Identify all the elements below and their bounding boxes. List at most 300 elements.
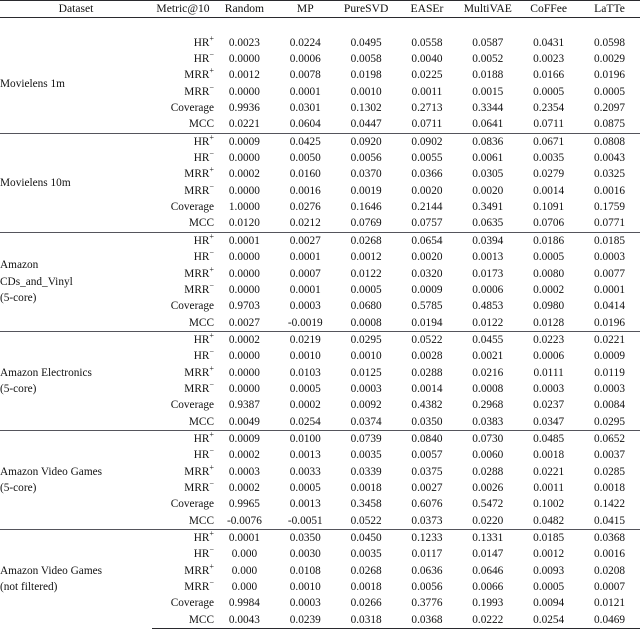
metric-value-cell: 0.0043 — [214, 612, 275, 629]
metric-value-cell: 0.9965 — [228, 498, 260, 511]
metric-value-cell: 0.0221 — [533, 465, 565, 478]
metric-label-cell: MRR− — [184, 281, 215, 296]
metric-value-cell: 0.0003 — [289, 300, 321, 313]
metric-value-cell: 0.0066 — [472, 581, 504, 594]
metric-value-cell: 0.0000 — [228, 382, 260, 395]
metric-value-cell: 0.0037 — [594, 449, 626, 462]
metric-value-cell: 0.2354 — [533, 102, 565, 115]
table-row — [0, 331, 640, 348]
metric-value-cell: 0.0020 — [411, 184, 443, 197]
metric-value-cell: 0.0769 — [350, 217, 382, 230]
metric-label-cell: HR+ — [152, 232, 214, 249]
metric-value-cell: 0.0013 — [472, 251, 504, 264]
metric-label-cell: MRR+ — [184, 264, 215, 280]
metric-value-cell: 0.0009 — [214, 430, 275, 447]
metric-value-cell: 0.0006 — [533, 350, 565, 363]
metric-value-cell: 0.3491 — [472, 201, 504, 214]
dataset-name-line: Amazon Electronics — [0, 366, 92, 379]
metric-value-cell: 0.0001 — [214, 232, 275, 249]
metric-value-cell: 0.0902 — [397, 133, 458, 150]
metric-value-cell: 0.0003 — [350, 382, 382, 395]
metric-value-cell: 0.0980 — [533, 300, 565, 313]
metric-value-cell: 0.0374 — [350, 415, 382, 428]
metric-value-cell: 0.0196 — [594, 316, 626, 329]
metric-value-cell: 0.0000 — [228, 152, 260, 165]
metric-label-cell: MRR+ — [184, 165, 215, 181]
metric-value-cell: 0.0009 — [594, 350, 626, 363]
metric-value-cell: 0.0320 — [411, 267, 443, 280]
metric-value-cell: -0.0076 — [227, 514, 262, 527]
column-header-latte: LaTTe — [579, 1, 640, 18]
metric-value-cell: 0.0006 — [472, 283, 504, 296]
column-header-puresvd: PureSVD — [336, 1, 397, 18]
metric-value-cell: 0.0808 — [579, 133, 640, 150]
metric-value-cell: 0.0173 — [472, 267, 504, 280]
metric-label-cell: MRR− — [184, 578, 215, 594]
metric-value-cell: 0.0469 — [579, 612, 640, 629]
metric-value-cell: 0.9703 — [228, 300, 260, 313]
metric-value-cell: 0.0325 — [594, 168, 626, 181]
metric-value-cell: 0.0254 — [289, 415, 321, 428]
metric-value-cell: 0.0730 — [457, 430, 518, 447]
metric-value-cell: 0.0103 — [289, 366, 321, 379]
metric-value-cell: 0.0010 — [350, 85, 382, 98]
metric-value-cell: 0.0268 — [350, 564, 382, 577]
metric-value-cell: 0.0350 — [411, 415, 443, 428]
metric-value-cell: 0.0003 — [228, 465, 260, 478]
metric-label-cell: Coverage — [170, 399, 215, 412]
metric-superscript: + — [209, 66, 215, 76]
metric-value-cell: 0.5472 — [472, 498, 504, 511]
metric-value-cell: 0.0008 — [350, 316, 382, 329]
metric-value-cell: 0.0188 — [472, 69, 504, 82]
metric-value-cell: 0.1422 — [594, 498, 626, 511]
metric-value-cell: 0.6076 — [411, 498, 443, 511]
metric-value-cell: 0.0108 — [289, 564, 321, 577]
metric-value-cell: 0.0598 — [594, 36, 626, 49]
metric-label-cell: HR+ — [152, 430, 214, 447]
metric-value-cell: 0.0368 — [397, 612, 458, 629]
metric-label-cell: MCC — [188, 316, 215, 329]
metric-value-cell: 0.0000 — [228, 251, 260, 264]
metric-superscript: − — [209, 149, 215, 159]
metric-superscript: + — [209, 264, 215, 274]
metric-value-cell: 0.0254 — [518, 612, 579, 629]
metric-value-cell: 0.1331 — [457, 530, 518, 547]
metric-value-cell: 0.0425 — [275, 133, 336, 150]
table-body — [0, 18, 640, 629]
metric-value-cell: 0.0016 — [594, 184, 626, 197]
metric-value-cell: 0.0166 — [533, 69, 565, 82]
metric-value-cell: 0.0185 — [518, 530, 579, 547]
metric-value-cell: 0.0016 — [594, 548, 626, 561]
metric-label-cell: MCC — [188, 217, 215, 230]
metric-value-cell: 0.0221 — [579, 331, 640, 348]
metric-value-cell: 0.3776 — [411, 597, 443, 610]
metric-label-cell: HR+ — [152, 133, 214, 150]
metric-superscript: − — [209, 182, 215, 192]
metric-value-cell: 0.3458 — [350, 498, 382, 511]
metric-value-cell: 0.0225 — [411, 69, 443, 82]
metric-value-cell: 0.0671 — [518, 133, 579, 150]
metric-value-cell: 0.0222 — [457, 612, 518, 629]
metric-value-cell: 0.0007 — [289, 267, 321, 280]
metric-superscript: − — [209, 380, 215, 390]
metric-value-cell: 0.0023 — [228, 36, 260, 49]
metric-value-cell: 0.0002 — [533, 283, 565, 296]
dataset-name-line: Amazon — [0, 259, 39, 272]
metric-label-cell: MRR− — [184, 182, 215, 197]
metric-value-cell: 0.0007 — [594, 581, 626, 594]
metric-value-cell: 0.0005 — [289, 481, 321, 494]
metric-value-cell: 0.0194 — [411, 316, 443, 329]
metric-label-cell: HR+ — [152, 331, 214, 348]
metric-value-cell: 0.0219 — [275, 331, 336, 348]
metric-label-cell: HR− — [193, 149, 215, 165]
metric-value-cell: 0.0394 — [457, 232, 518, 249]
metric-value-cell: 0.0482 — [533, 514, 565, 527]
metric-value-cell: 0.0027 — [228, 316, 260, 329]
metric-value-cell: 0.0285 — [594, 465, 626, 478]
metric-value-cell: 0.0128 — [533, 316, 565, 329]
metric-value-cell: 0.0920 — [336, 133, 397, 150]
metric-value-cell: 0.000 — [231, 548, 258, 561]
dataset-name-line: Amazon Video Games — [0, 465, 103, 478]
dataset-name-cell — [0, 232, 152, 331]
metric-label-cell: HR+ — [193, 33, 215, 49]
metric-value-cell: 0.0003 — [594, 382, 626, 395]
metric-value-cell: 0.0013 — [289, 498, 321, 511]
table-row — [0, 133, 640, 150]
metric-value-cell: 0.0447 — [350, 118, 382, 131]
metric-superscript: + — [209, 363, 215, 373]
dataset-name-cell — [0, 430, 152, 529]
rule-spacer — [0, 18, 640, 35]
metric-label-cell: MCC — [188, 514, 215, 527]
metric-value-cell: 0.0010 — [289, 581, 321, 594]
metric-value-cell: 0.0636 — [411, 564, 443, 577]
metric-value-cell: 0.0018 — [350, 481, 382, 494]
metric-value-cell: 0.2144 — [411, 201, 443, 214]
dataset-name-line: (not filtered) — [0, 581, 58, 594]
metric-value-cell: 0.0002 — [289, 399, 321, 412]
metric-label-cell: MCC — [152, 612, 214, 629]
metric-value-cell: 0.2097 — [594, 102, 626, 115]
metric-value-cell: 0.0006 — [289, 53, 321, 66]
metric-value-cell: 0.0198 — [350, 69, 382, 82]
metric-value-cell: 0.0431 — [533, 36, 565, 49]
column-header-easer: EASEr — [397, 1, 458, 18]
metric-value-cell: 0.0040 — [411, 53, 443, 66]
metric-value-cell: 0.0058 — [350, 53, 382, 66]
metric-value-cell: 0.0739 — [336, 430, 397, 447]
dataset-name-line: (5-core) — [0, 382, 37, 395]
metric-value-cell: 0.0587 — [472, 36, 504, 49]
metric-value-cell: 0.0008 — [472, 382, 504, 395]
metric-value-cell: 0.0415 — [594, 514, 626, 527]
metric-label-cell: Coverage — [170, 300, 215, 313]
metric-value-cell: 0.0757 — [411, 217, 443, 230]
metric-value-cell: 0.0093 — [533, 564, 565, 577]
metric-value-cell: 0.0121 — [594, 597, 626, 610]
metric-value-cell: 0.9984 — [228, 597, 260, 610]
column-header-metric: Metric@10 — [152, 1, 214, 18]
metric-value-cell: 0.0003 — [289, 597, 321, 610]
metric-value-cell: 0.0414 — [594, 300, 626, 313]
metric-value-cell: 0.0635 — [472, 217, 504, 230]
dataset-name-line: Movielens 1m — [0, 77, 65, 90]
column-header-mp: MP — [275, 1, 336, 18]
metric-label-cell: HR− — [193, 347, 215, 363]
metric-value-cell: 0.0836 — [457, 133, 518, 150]
metric-value-cell: 0.0021 — [472, 350, 504, 363]
metric-value-cell: 0.0373 — [411, 514, 443, 527]
table-row — [0, 430, 640, 447]
metric-value-cell: 0.0522 — [350, 514, 382, 527]
metric-value-cell: 0.0147 — [472, 548, 504, 561]
metric-value-cell: 0.0652 — [579, 430, 640, 447]
metric-value-cell: 0.0012 — [228, 69, 260, 82]
metric-value-cell: 0.1302 — [350, 102, 382, 115]
dataset-name-line: (5-core) — [0, 292, 37, 305]
metric-superscript: + — [209, 132, 215, 142]
dataset-name-cell — [0, 530, 152, 629]
column-header-random: Random — [214, 1, 275, 18]
table-row — [0, 35, 640, 51]
column-header-coffee: CoFFee — [518, 1, 579, 18]
header-double-rule — [0, 18, 640, 35]
metric-value-cell: 0.0018 — [533, 449, 565, 462]
metric-value-cell: 0.0056 — [350, 152, 382, 165]
metric-label-cell: HR− — [193, 248, 215, 264]
metric-value-cell: 0.0318 — [336, 612, 397, 629]
metric-value-cell: 0.0027 — [275, 232, 336, 249]
metric-value-cell: 0.0012 — [350, 251, 382, 264]
metric-value-cell: 0.1002 — [533, 498, 565, 511]
table-row — [0, 232, 640, 249]
metric-value-cell: 0.0208 — [594, 564, 626, 577]
metric-superscript: − — [209, 545, 215, 555]
metric-value-cell: 0.0000 — [228, 85, 260, 98]
metric-value-cell: 0.0080 — [533, 267, 565, 280]
metric-superscript: + — [209, 462, 215, 472]
metric-value-cell: 0.0029 — [594, 53, 626, 66]
metric-value-cell: 0.0027 — [411, 481, 443, 494]
metric-value-cell: 0.0035 — [350, 449, 382, 462]
metric-label-cell: MRR+ — [184, 462, 215, 478]
metric-value-cell: 0.0120 — [228, 217, 260, 230]
metric-value-cell: 0.0266 — [350, 597, 382, 610]
metric-value-cell: 0.0001 — [214, 530, 275, 547]
metric-value-cell: 0.0875 — [594, 118, 626, 131]
metric-value-cell: 0.0654 — [397, 232, 458, 249]
metric-value-cell: 0.0239 — [275, 612, 336, 629]
metric-value-cell: 0.0455 — [457, 331, 518, 348]
metric-value-cell: 0.0003 — [594, 251, 626, 264]
metric-label-cell: HR− — [193, 446, 215, 462]
metric-value-cell: 0.0558 — [411, 36, 443, 49]
metric-value-cell: 0.0220 — [472, 514, 504, 527]
metric-superscript: + — [209, 529, 215, 539]
metric-value-cell: 0.0077 — [594, 267, 626, 280]
metric-value-cell: 0.0100 — [275, 430, 336, 447]
metric-value-cell: 0.3344 — [472, 102, 504, 115]
metric-value-cell: 0.0301 — [289, 102, 321, 115]
metric-value-cell: 0.0000 — [228, 366, 260, 379]
metric-superscript: − — [209, 347, 215, 357]
metric-value-cell: 0.0122 — [472, 316, 504, 329]
metric-value-cell: 0.0003 — [533, 382, 565, 395]
metric-value-cell: 0.0018 — [594, 481, 626, 494]
metric-value-cell: 0.0010 — [350, 350, 382, 363]
metric-value-cell: 0.0057 — [411, 449, 443, 462]
metric-value-cell: 0.0295 — [594, 415, 626, 428]
metric-value-cell: 0.0005 — [594, 85, 626, 98]
metric-superscript: + — [209, 165, 215, 175]
metric-value-cell: 0.0001 — [594, 283, 626, 296]
metric-value-cell: 0.9387 — [228, 399, 260, 412]
metric-superscript: − — [209, 50, 215, 60]
metric-value-cell: 0.0000 — [228, 283, 260, 296]
metric-value-cell: 0.0028 — [411, 350, 443, 363]
metric-value-cell: 0.5785 — [411, 300, 443, 313]
metric-value-cell: 0.0212 — [289, 217, 321, 230]
metric-value-cell: 0.0030 — [289, 548, 321, 561]
metric-label-cell: HR− — [193, 545, 215, 561]
metric-value-cell: 0.1091 — [533, 201, 565, 214]
metric-value-cell: -0.0051 — [287, 514, 323, 527]
metric-value-cell: 0.4853 — [472, 300, 504, 313]
metric-value-cell: 0.0014 — [411, 382, 443, 395]
metric-value-cell: 0.0125 — [350, 366, 382, 379]
metric-value-cell: 0.0368 — [579, 530, 640, 547]
metric-value-cell: 0.0001 — [289, 85, 321, 98]
metric-value-cell: 0.0001 — [289, 283, 321, 296]
metric-value-cell: 0.0020 — [411, 251, 443, 264]
metric-value-cell: 0.0094 — [533, 597, 565, 610]
dataset-name-cell — [0, 35, 152, 134]
metric-value-cell: 0.0295 — [336, 331, 397, 348]
metric-value-cell: 0.0276 — [289, 201, 321, 214]
metric-superscript: + — [209, 232, 215, 242]
dataset-name-cell — [0, 133, 152, 232]
metric-value-cell: 0.0000 — [228, 350, 260, 363]
metric-value-cell: 0.0350 — [275, 530, 336, 547]
metric-value-cell: 0.0023 — [533, 53, 565, 66]
metric-value-cell: 0.0002 — [228, 481, 260, 494]
dataset-name-line: (5-core) — [0, 481, 37, 494]
metric-value-cell: 0.4382 — [411, 399, 443, 412]
metric-superscript: − — [209, 248, 215, 258]
metric-value-cell: 0.9936 — [228, 102, 260, 115]
metric-value-cell: 0.0084 — [594, 399, 626, 412]
metric-value-cell: 0.0012 — [533, 548, 565, 561]
metric-value-cell: 0.0033 — [289, 465, 321, 478]
metric-value-cell: 0.0005 — [350, 283, 382, 296]
metric-value-cell: 0.0078 — [289, 69, 321, 82]
metric-value-cell: 0.0035 — [533, 152, 565, 165]
metric-value-cell: 0.0485 — [518, 430, 579, 447]
metric-superscript: − — [209, 82, 215, 92]
metric-superscript: + — [209, 33, 215, 43]
metric-value-cell: 0.0237 — [533, 399, 565, 412]
metric-value-cell: 0.0288 — [472, 465, 504, 478]
metric-value-cell: 0.0366 — [411, 168, 443, 181]
metric-value-cell: 0.0224 — [289, 36, 321, 49]
metric-label-cell: MRR+ — [184, 363, 215, 379]
dataset-name-cell — [0, 331, 152, 430]
metric-value-cell: 0.0050 — [289, 152, 321, 165]
metric-value-cell: 0.0771 — [594, 217, 626, 230]
metric-value-cell: 0.2968 — [472, 399, 504, 412]
metric-value-cell: 0.0370 — [350, 168, 382, 181]
metric-superscript: − — [209, 479, 215, 489]
metric-value-cell: 0.0009 — [214, 133, 275, 150]
metric-value-cell: 1.0000 — [228, 201, 260, 214]
metric-value-cell: 0.1233 — [397, 530, 458, 547]
metric-value-cell: 0.0015 — [472, 85, 504, 98]
metric-superscript: − — [209, 281, 215, 291]
metric-value-cell: 0.0018 — [350, 581, 382, 594]
metric-value-cell: 0.0002 — [228, 449, 260, 462]
metric-value-cell: 0.0680 — [350, 300, 382, 313]
metric-value-cell: 0.0288 — [411, 366, 443, 379]
metric-value-cell: 0.0221 — [228, 118, 260, 131]
metric-superscript: + — [209, 561, 215, 571]
column-header-dataset: Dataset — [0, 1, 152, 18]
metric-value-cell: 0.0160 — [289, 168, 321, 181]
metric-value-cell: 0.0005 — [533, 581, 565, 594]
metric-superscript: + — [209, 331, 215, 341]
metric-value-cell: 0.0010 — [289, 350, 321, 363]
metric-label-cell: MRR− — [184, 479, 215, 494]
metric-label-cell: Coverage — [170, 597, 215, 610]
metric-value-cell: 0.0279 — [533, 168, 565, 181]
metric-value-cell: 0.0000 — [228, 53, 260, 66]
metric-label-cell: MRR− — [184, 380, 215, 395]
metric-value-cell: 0.2713 — [411, 102, 443, 115]
table-row — [0, 530, 640, 547]
metric-label-cell: MRR+ — [184, 66, 215, 82]
metric-value-cell: 0.0375 — [411, 465, 443, 478]
metric-value-cell: 0.0014 — [533, 184, 565, 197]
metric-value-cell: 0.0035 — [350, 548, 382, 561]
metric-value-cell: 0.0055 — [411, 152, 443, 165]
header-row — [0, 1, 640, 18]
metric-value-cell: 0.0706 — [533, 217, 565, 230]
metric-value-cell: 0.0026 — [472, 481, 504, 494]
metric-value-cell: 0.0111 — [533, 366, 564, 379]
metric-value-cell: 0.0347 — [533, 415, 565, 428]
metric-value-cell: 0.0604 — [289, 118, 321, 131]
metric-value-cell: 0.0216 — [472, 366, 504, 379]
metric-value-cell: 0.0005 — [533, 85, 565, 98]
metric-value-cell: 0.0495 — [350, 36, 382, 49]
metric-value-cell: 0.0002 — [214, 331, 275, 348]
metric-value-cell: 0.0840 — [397, 430, 458, 447]
metric-value-cell: 0.0223 — [518, 331, 579, 348]
metric-value-cell: 0.0061 — [472, 152, 504, 165]
metric-value-cell: 0.0092 — [350, 399, 382, 412]
metric-value-cell: 0.0009 — [411, 283, 443, 296]
metric-value-cell: 0.0043 — [594, 152, 626, 165]
dataset-name-line: Movielens 10m — [0, 176, 71, 189]
metric-value-cell: 0.0011 — [533, 481, 564, 494]
metric-value-cell: 0.0339 — [350, 465, 382, 478]
metric-value-cell: 0.1993 — [472, 597, 504, 610]
metric-value-cell: 0.0196 — [594, 69, 626, 82]
table-header — [0, 1, 640, 18]
